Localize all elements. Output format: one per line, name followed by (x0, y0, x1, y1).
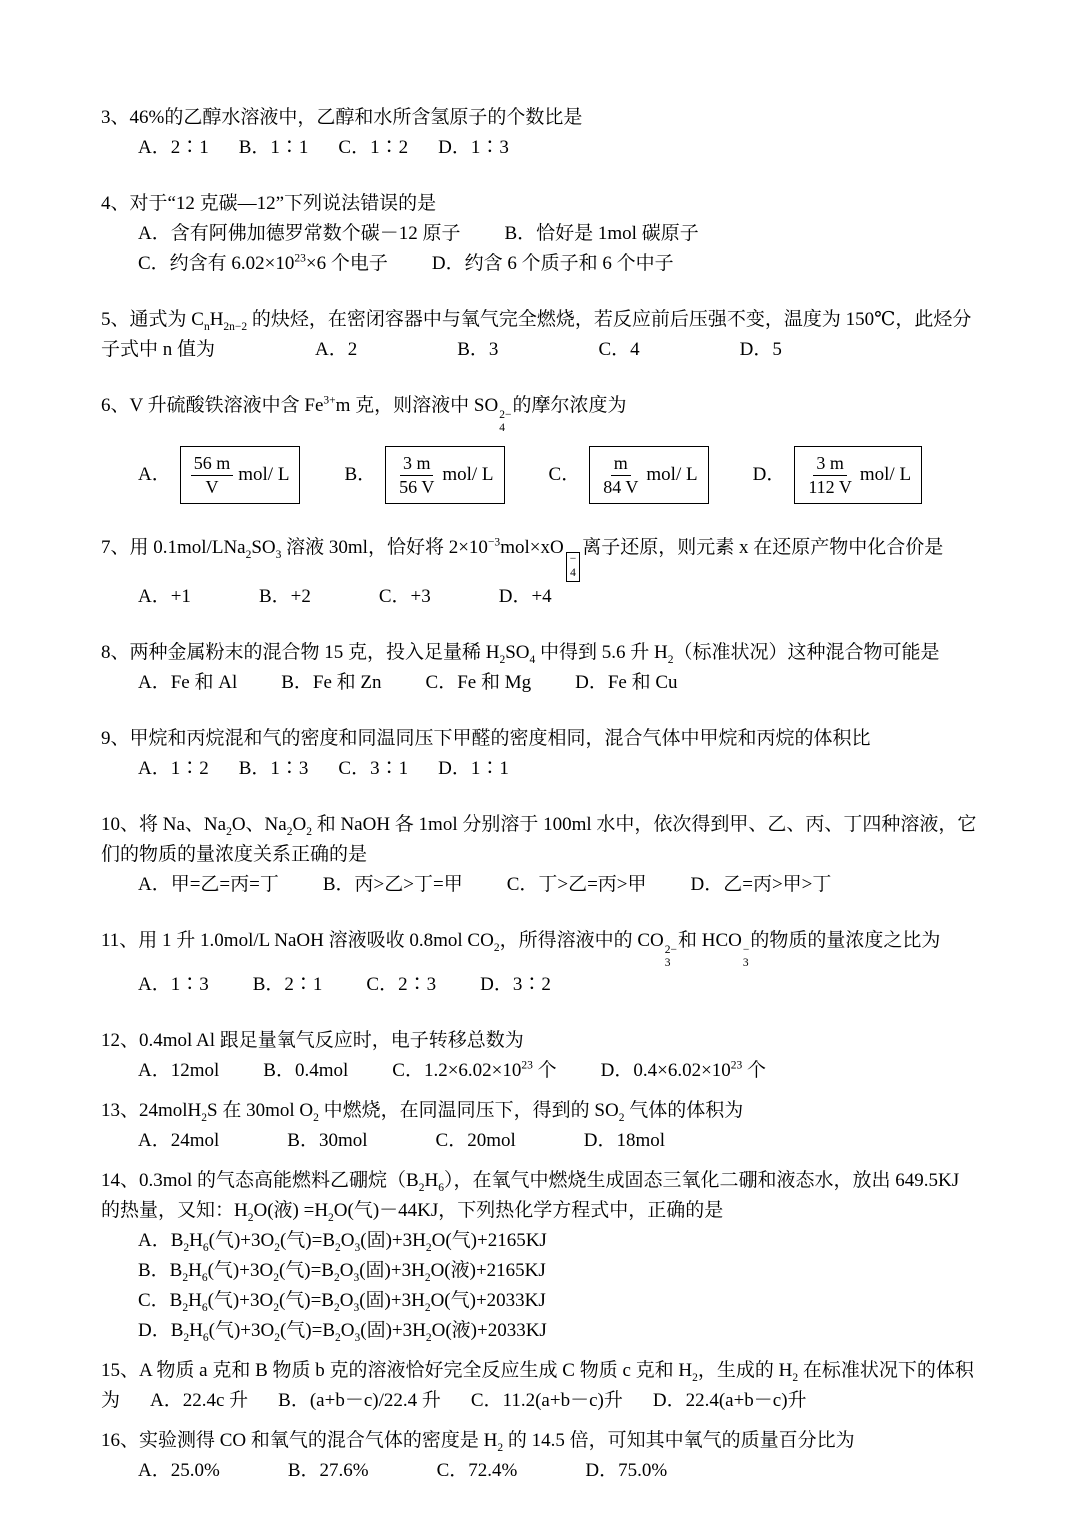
option: D．75.0% (585, 1460, 668, 1482)
question-4-options (101, 249, 992, 279)
option: C．20mol (435, 1130, 516, 1152)
question-14-text: B．$B_2H_6$(气)$+3O_2$(气)$=B_2O_3$(固)$+3H_2O$(液)+2165KJ (138, 1260, 546, 1285)
option: A．22.4c 升 (150, 1390, 249, 1412)
fraction (805, 452, 855, 500)
option: B．+2 (258, 586, 311, 608)
option: A．1∶3 (138, 974, 209, 996)
question-7-text: 7、用 $0.1mol/LNa_2SO_3$ 溶液 30ml，恰好将 $2\times 10^{-3}mol\times xO$ − 4 离子还原，则元素 x 在还原产物中化合价是 (101, 533, 992, 582)
question-5 (101, 305, 992, 365)
fraction-option (753, 446, 922, 504)
option: D．乙=丙>甲>丁 (690, 874, 832, 896)
fraction-box (794, 446, 922, 504)
question-13-options (101, 1126, 992, 1156)
option: C．Fe 和 Mg (425, 672, 532, 694)
question-9-text: 9、甲烷和丙烷混和气的密度和同温同压下甲醛的密度相同，混合气体中甲烷和丙烷的体积比 (101, 728, 871, 750)
option: B．2∶1 (252, 974, 323, 996)
option: D．22.4(a+b－c)升 (652, 1390, 807, 1412)
option: C．丁>乙=丙>甲 (506, 874, 647, 896)
question-6 (101, 391, 992, 507)
option: B．30mol (287, 1130, 368, 1152)
option: D．3∶2 (480, 974, 551, 996)
unit-label: mol/ L (646, 464, 698, 486)
question-3-text: 3、46%的乙醇水溶液中，乙醇和水所含氢原子的个数比是 (101, 107, 583, 128)
question-4-options (101, 219, 992, 249)
option: D．18mol (583, 1130, 666, 1152)
fraction-box (385, 446, 504, 504)
numerator: 56 m (191, 452, 234, 476)
option: B．Fe 和 Zn (281, 672, 382, 694)
denominator: V (205, 476, 219, 497)
question-7 (101, 533, 992, 612)
question-8-text: 8、两种金属粉末的混合物 15 克，投入足量稀 $H_2SO_4$ 中得到 5.6 升 $H_2$（标准状况）这种混合物可能是 (101, 642, 940, 666)
option: D．Fe 和 Cu (575, 672, 678, 694)
question-14 (101, 1166, 992, 1346)
option: B．1∶1 (238, 137, 309, 158)
question-11-options (101, 970, 992, 1000)
option: C．2∶3 (366, 974, 437, 996)
question-14-text: 14、0.3mol 的气态高能燃料乙硼烷$(B_2H_6)$，在氧气中燃烧生成固态三氧化二硼和液态水，放出 649.5KJ (101, 1170, 960, 1195)
question-15 (101, 1356, 992, 1416)
option: C．72.4% (436, 1460, 518, 1482)
question-6-text: 6、V 升硫酸铁溶液中含 $Fe^{3+}m$ 克，则溶液中 SO 2− 4 的摩尔浓度为 (101, 394, 627, 435)
option-label: C． (548, 464, 581, 486)
option: C．约含有 $6.02\times 10^{23}\times 6$ 个电子 (138, 252, 388, 274)
option: 为 (101, 1390, 121, 1412)
question-6-fraction-options (101, 443, 992, 507)
question-8 (101, 638, 992, 698)
question-3-options (101, 133, 992, 163)
option: D．5 (739, 339, 782, 360)
option: B．丙>乙>丁=甲 (322, 874, 463, 896)
question-8-options (101, 668, 992, 698)
option: D．约含 6 个质子和 6 个中子 (431, 253, 674, 274)
option: A．2∶1 (138, 137, 209, 158)
option: A．+1 (138, 586, 191, 608)
numerator: 3 m (400, 452, 434, 476)
question-16-options (101, 1456, 992, 1486)
unit-label: mol/ L (238, 464, 290, 486)
question-3 (101, 103, 992, 163)
question-16 (101, 1426, 992, 1486)
question-15-text: 15、A 物质 a 克和 B 物质 b 克的溶液恰好完全反应生成 C 物质 c 克和 $H_2$，生成的 $H_2$ 在标准状况下的体积 (101, 1360, 974, 1385)
question-list (101, 103, 992, 1486)
question-16-text: 16、实验测得 CO 和氧气的混合气体的密度是 $H_2$ 的 14.5 倍，可知其中氧气的质量百分比为 (101, 1430, 855, 1455)
question-9 (101, 724, 992, 784)
option: B．0.4mol (263, 1060, 349, 1082)
fraction-option (549, 446, 709, 504)
question-4-text: 4、对于“12 克碳—12”下列说法错误的是 (101, 193, 437, 214)
question-10-options (101, 870, 992, 900)
question-12-options (101, 1056, 992, 1086)
option: A．24mol (138, 1130, 220, 1152)
option: A．25.0% (138, 1460, 220, 1482)
option: C．3∶1 (338, 758, 409, 780)
option: D．+4 (498, 586, 552, 608)
denominator: 84 V (603, 476, 639, 497)
question-12 (101, 1026, 992, 1086)
option: 子式中 n 值为 (101, 339, 216, 360)
option: A．Fe 和 Al (138, 672, 238, 694)
question-14-text: 的热量，又知：$H_2O$(液) $=H_2O$(气)－44KJ，下列热化学方程式中，正确的是 (101, 1200, 724, 1225)
option: B．3 (457, 339, 499, 360)
question-11 (101, 926, 992, 1000)
option: C．11.2(a+b－c)升 (470, 1390, 623, 1412)
question-14-text: D．$B_2H_6$(气)$+3O_2$(气)$=B_2O_3$(固)$+3H_2O$(液)+2033KJ (138, 1320, 547, 1345)
numerator: m (611, 452, 631, 476)
option: D．1∶3 (438, 137, 509, 158)
option-label: D． (752, 464, 786, 486)
fraction-option (138, 446, 300, 504)
fraction-box (589, 446, 708, 504)
option: B．1∶3 (238, 758, 309, 780)
option: B．27.6% (287, 1460, 369, 1482)
option: A．含有阿佛加德罗常数个碳－12 原子 (138, 223, 461, 244)
question-14-text: C．$B_2H_6$(气)$+3O_2$(气)$=B_2O_3$(固)$+3H_2O$(气)+2033KJ (138, 1290, 546, 1315)
question-10 (101, 810, 992, 900)
option: A．12mol (138, 1060, 220, 1082)
question-4 (101, 189, 992, 279)
option: A．甲=乙=丙=丁 (138, 874, 279, 896)
question-11-text: 11、用 1 升 1.0mol/L NaOH 溶液吸收 0.8mol $CO_2$，所得溶液中的 CO 2− 3 和 HCO − 3 的物质的量浓度之比为 (101, 930, 941, 970)
fraction (600, 452, 641, 500)
fraction-option (344, 446, 504, 504)
unit-label: mol/ L (442, 464, 494, 486)
question-9-options (101, 754, 992, 784)
question-12-text: 12、0.4mol Al 跟足量氧气反应时，电子转移总数为 (101, 1030, 524, 1052)
denominator: 56 V (399, 476, 435, 497)
question-13-text: 13、24molH$_2$S 在 30mol $O_2$ 中燃烧，在同温同压下，得到的 $SO_2$ 气体的体积为 (101, 1100, 744, 1125)
option-label: B． (344, 464, 377, 486)
question-5-text: 5、通式为 $C_nH_{2n-2}$ 的炔烃，在密闭容器中与氧气完全燃烧，若反应前后压强不变，温度为 150℃，此烃分 (101, 309, 972, 333)
option: B．(a+b－c)/22.4 升 (278, 1390, 441, 1412)
option: C．1∶2 (338, 137, 409, 158)
option: D．1∶1 (438, 758, 509, 780)
question-15-options (101, 1386, 992, 1416)
question-5-options (101, 335, 992, 365)
option: B．恰好是 1mol 碳原子 (504, 223, 699, 244)
option: A．2 (315, 339, 358, 360)
option: A．1∶2 (138, 758, 209, 780)
option: C．$1.2\times 6.02\times 10^{23}$ 个 (392, 1060, 557, 1082)
option-label: A． (138, 464, 171, 486)
fraction-box (180, 446, 301, 504)
question-10-text: 们的物质的量浓度关系正确的是 (101, 844, 368, 866)
question-7-options (101, 582, 992, 612)
question-10-text: 10、将 Na、$Na_2O$、$Na_2O_2$ 和 NaOH 各 1mol 分别溶于 100ml 水中，依次得到甲、乙、丙、丁四种溶液，它 (101, 814, 977, 838)
fraction (191, 452, 234, 500)
question-14-text: A．$B_2H_6$(气)$+3O_2$(气)$=B_2O_3$(固)$+3H_2O$(气)+2165KJ (138, 1230, 547, 1255)
option: C．+3 (378, 586, 431, 608)
denominator: 112 V (808, 476, 852, 497)
unit-label: mol/ L (859, 464, 912, 486)
fraction (396, 452, 437, 500)
numerator: 3 m (813, 452, 847, 476)
option: D．$0.4\times 6.02\times 10^{23}$ 个 (600, 1060, 767, 1082)
question-13 (101, 1096, 992, 1156)
option: C．4 (598, 339, 640, 360)
